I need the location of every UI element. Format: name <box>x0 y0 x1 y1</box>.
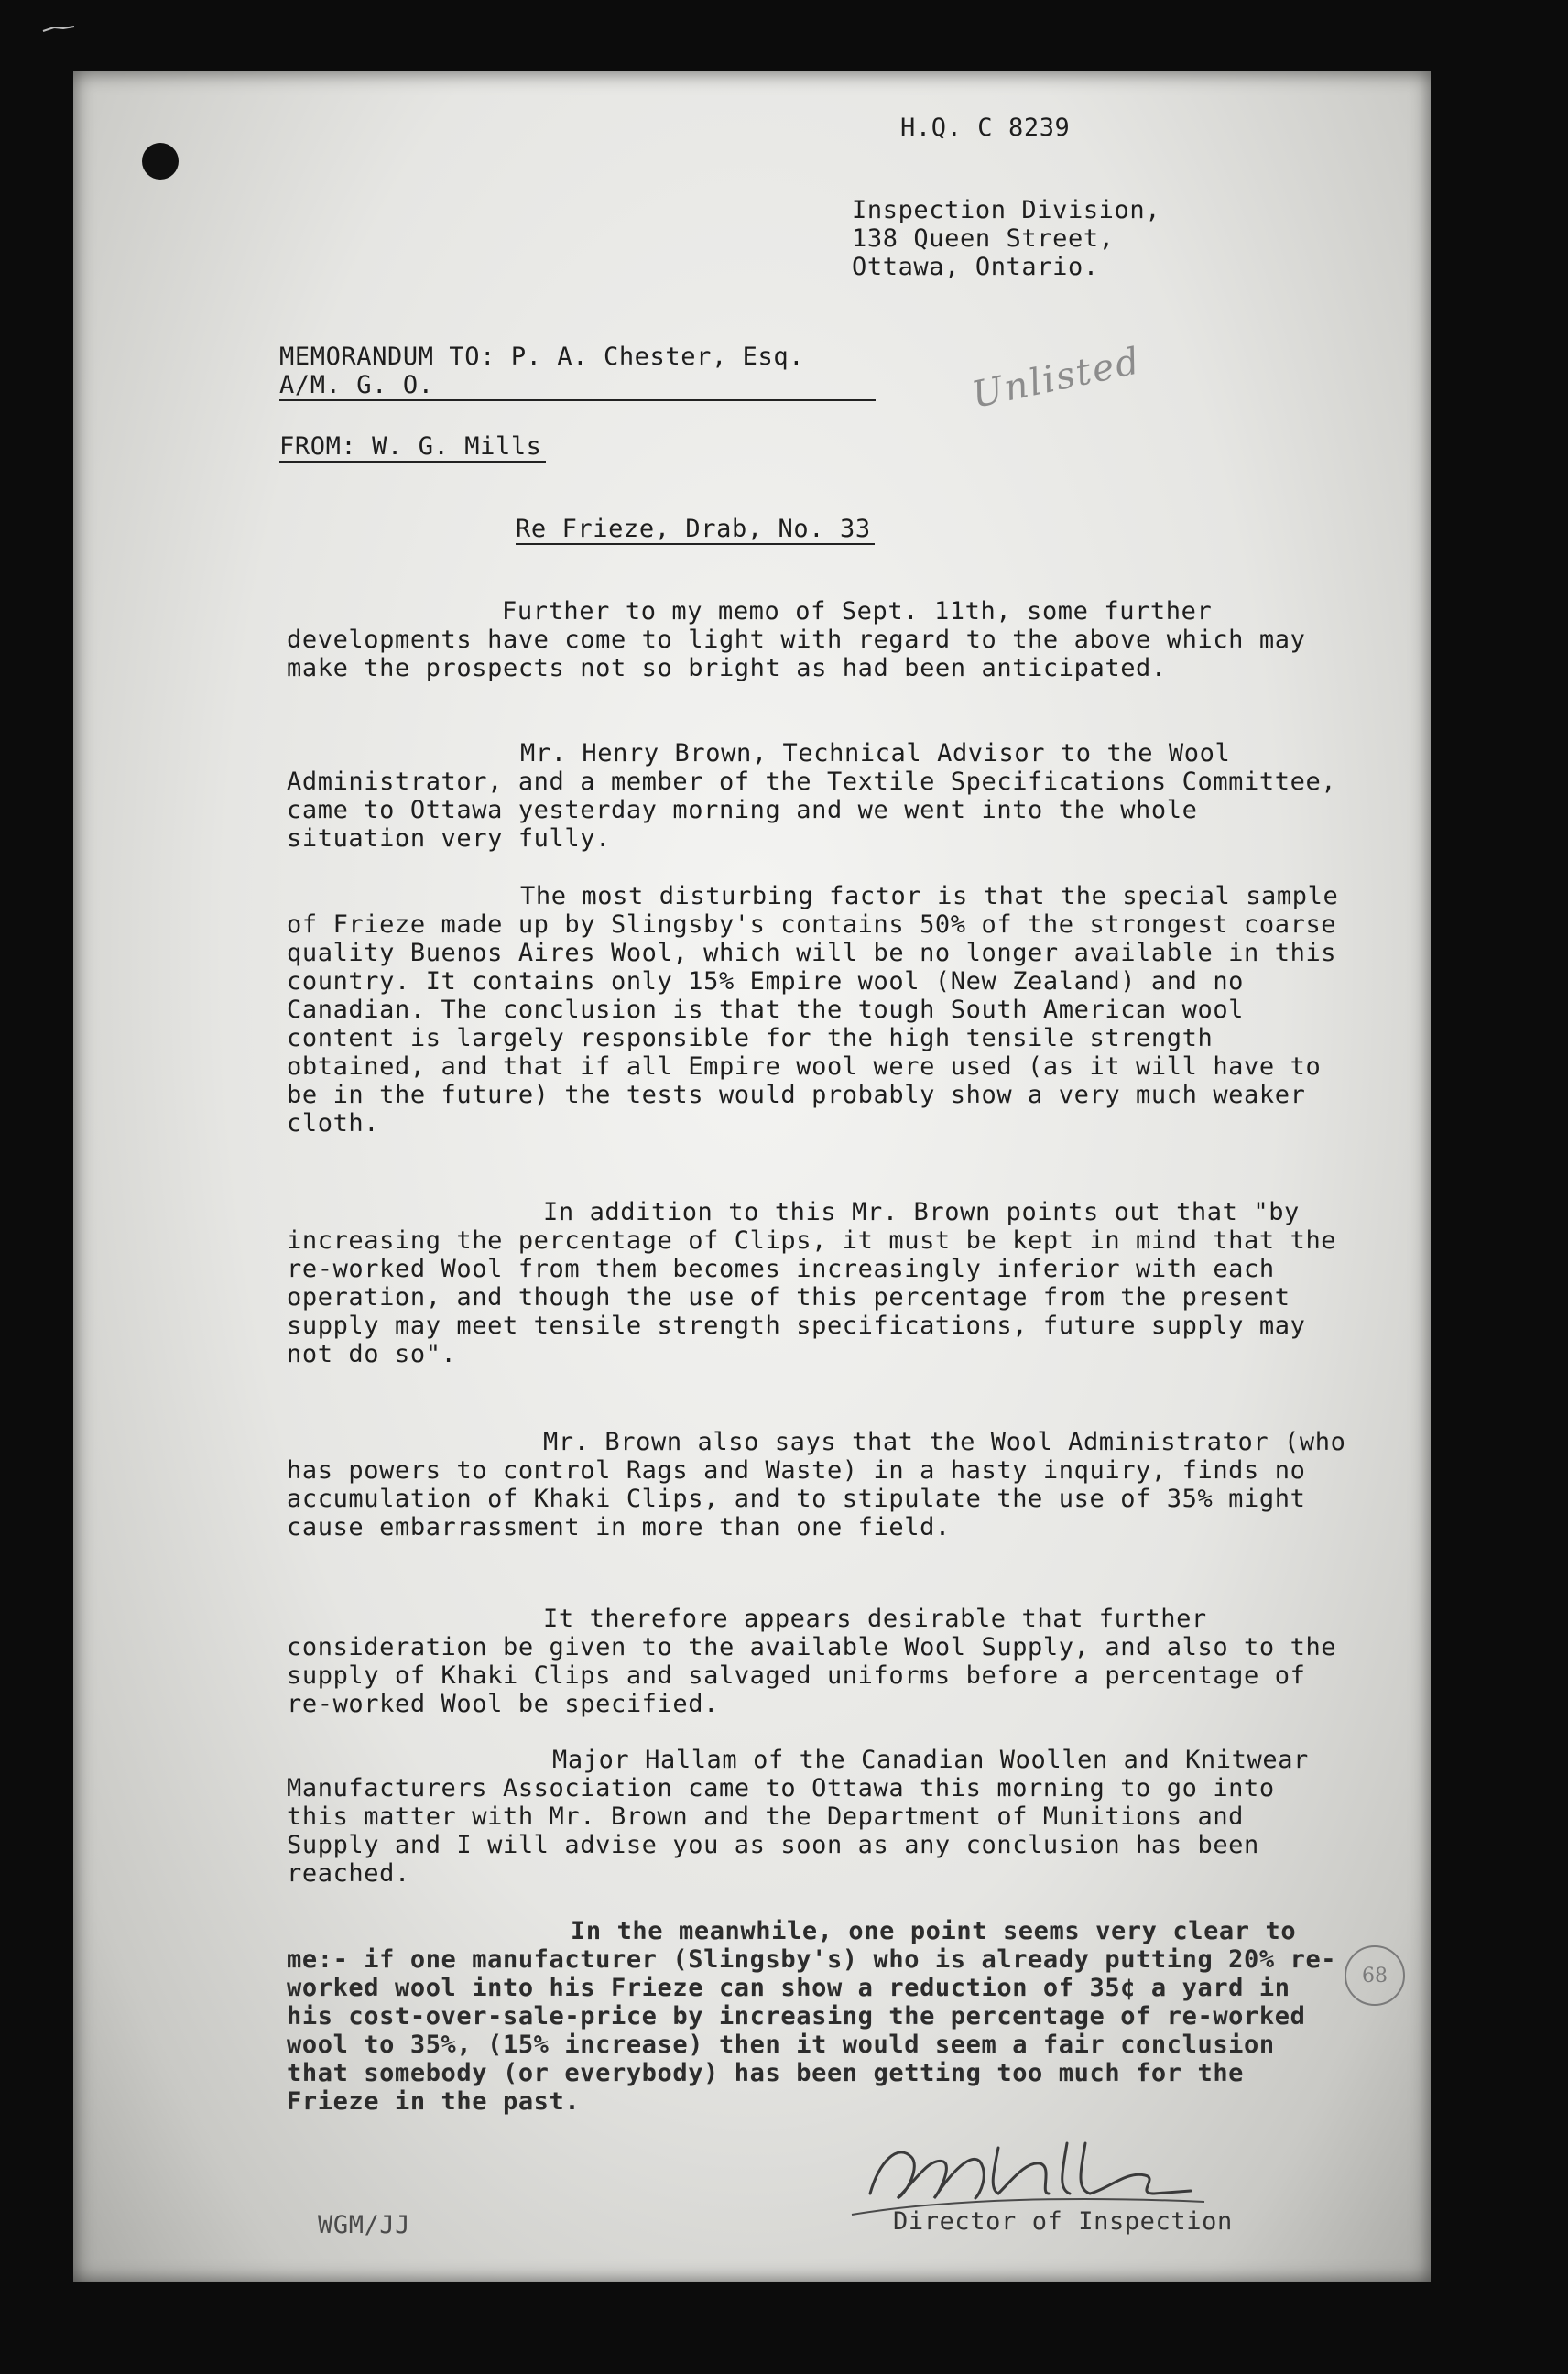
corner-scratch <box>41 26 78 33</box>
address-line: Ottawa, Ontario. <box>852 253 1099 281</box>
typist-initials: WGM/JJ <box>318 2211 411 2239</box>
memo-from: FROM: W. G. Mills <box>279 432 546 463</box>
punch-hole <box>142 143 179 180</box>
handwritten-annotation: Unlisted <box>968 340 1145 417</box>
body-paragraph: Mr. Henry Brown, Technical Advisor to the Wool Administrator, and a member of the Textile Specifications Committee, came to Ottawa yesterday morning and we went into the whole situation very fully. <box>287 739 1337 853</box>
memo-subject: Re Frieze, Drab, No. 33 <box>516 515 875 545</box>
file-reference: H.Q. C 8239 <box>900 114 1071 142</box>
body-paragraph: Major Hallam of the Canadian Woollen and Knitwear Manufacturers Association came to Ottawa this morning to go into this matter with Mr. Brown and the Department of Munitions and Supply and I will advise you as soon as any conclusion has been reached. <box>287 1746 1309 1888</box>
body-paragraph: It therefore appears desirable that further consideration be given to the available Wool Supply, and also to the supply of Khaki Clips and salvaged uniforms before a percentage of re-worked Wool be specified. <box>287 1605 1337 1718</box>
signatory-title: Director of Inspection <box>893 2207 1233 2236</box>
memo-to-line: MEMORANDUM TO: P. A. Chester, Esq. <box>279 343 805 371</box>
address-line: Inspection Division, <box>852 196 1161 224</box>
body-paragraph: Mr. Brown also says that the Wool Administrator (who has powers to control Rags and Waste) in a hasty inquiry, finds no accumulation of Khaki Clips, and to stipulate the use of 35% might cause embarrassment in more than one field. <box>287 1428 1346 1541</box>
body-paragraph: In the meanwhile, one point seems very clear to me:- if one manufacturer (Slingsby's) who is already putting 20% re-worked wool into his Frieze can show a reduction of 35¢ a yard in his cost-over-sale-price by increasing the percentage of re-worked wool to 35%, (15% increase) then it would seem a fair conclusion that somebody (or everybody) has been getting too much for the Frieze in the past. <box>287 1917 1337 2116</box>
body-paragraph: In addition to this Mr. Brown points out that "by increasing the percentage of Clips, it must be kept in mind that the re-worked Wool from them becomes increasingly inferior with each operation, and though the use of this percentage from the present supply may meet tensile strength specifications, future supply may not do so". <box>287 1198 1337 1368</box>
address-line: 138 Queen Street, <box>852 224 1115 253</box>
memo-recipient <box>279 343 876 401</box>
body-paragraph: Further to my memo of Sept. 11th, some further developments have come to light with regard to the above which may make the prospects not so bright as had been anticipated. <box>287 597 1306 682</box>
sender-address <box>852 196 1160 281</box>
body-paragraph: The most disturbing factor is that the special sample of Frieze made up by Slingsby's contains 50% of the strongest coarse quality Buenos Aires Wool, which will be no longer available in this country. It contains only 15% Empire wool (New Zealand) and no Canadian. The conclusion is that the tough South American wool content is largely responsible for the high tensile strength obtained, and that if all Empire wool were used (as it will have to be in the future) the tests would probably show a very much weaker cloth. <box>287 882 1339 1138</box>
memo-to-line: A/M. G. O. <box>279 371 876 401</box>
page-stamp: 68 <box>1345 1945 1405 2006</box>
